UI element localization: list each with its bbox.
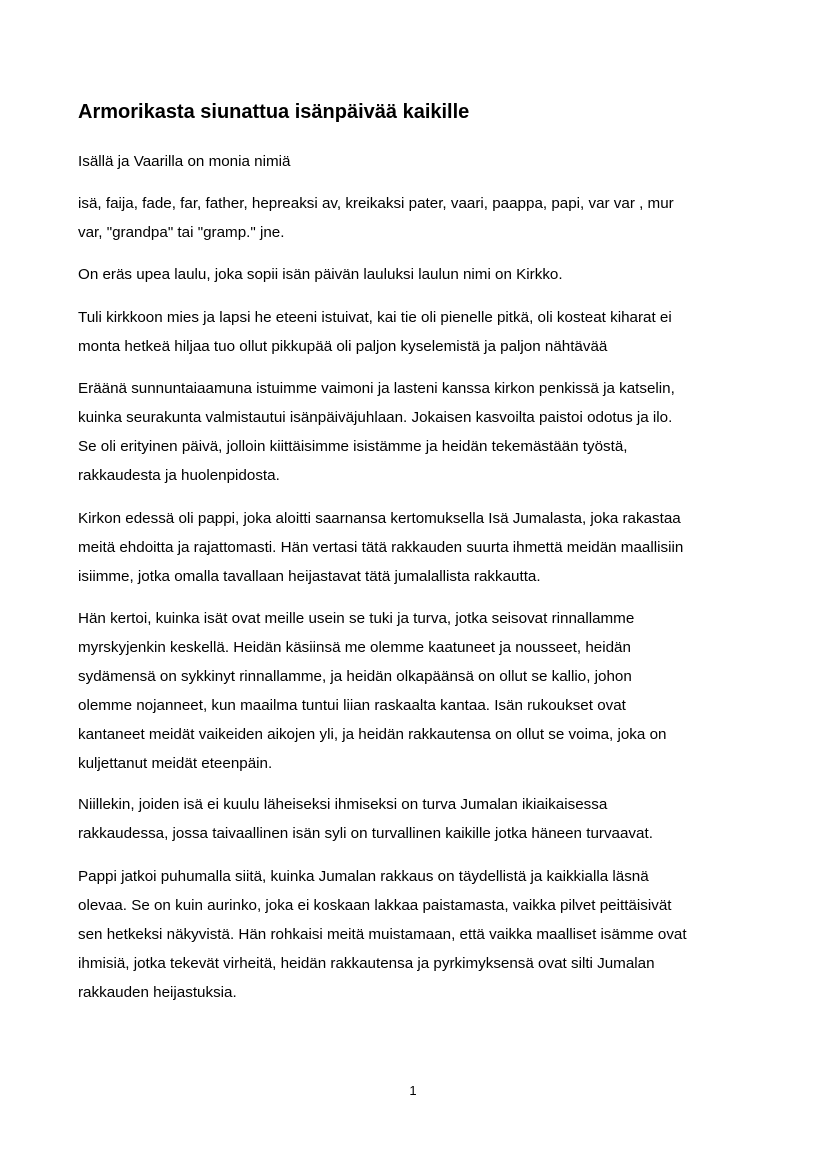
text-line: Hän kertoi, kuinka isät ovat meille usein se tuki ja turva, jotka seisovat rinnallamme xyxy=(78,610,635,627)
text-line: Se oli erityinen päivä, jolloin kiittäisimme isistämme ja heidän tekemästään työstä, xyxy=(78,438,628,455)
paragraph-sunday xyxy=(78,374,675,490)
text-line: Isällä ja Vaarilla on monia nimiä xyxy=(78,153,291,170)
text-line: ihmisiä, jotka tekevät virheitä, heidän rakkautensa ja pyrkimyksensä ovat silti Jumalan xyxy=(78,955,655,972)
page-number: 1 xyxy=(409,1083,417,1098)
paragraph-love xyxy=(78,862,687,1007)
text-line: kuljettanut meidät eteenpäin. xyxy=(78,755,273,772)
text-line: monta hetkeä hiljaa tuo ollut pikkupää oli paljon kyselemistä ja paljon nähtävää xyxy=(78,338,608,355)
paragraph-song xyxy=(78,260,563,289)
paragraph-lyrics xyxy=(78,303,672,361)
text-line: olemme nojanneet, kun maailma tuntui liian raskaalta kantaa. Isän rukoukset ovat xyxy=(78,697,626,714)
text-line: meitä ehdoitta ja rajattomasti. Hän vertasi tätä rakkauden suurta ihmettä meidän maallisiin xyxy=(78,539,684,556)
paragraph-refuge xyxy=(78,790,653,848)
text-line: rakkaudessa, jossa taivaallinen isän syli on turvallinen kaikille jotka häneen turvaavat. xyxy=(78,825,653,842)
text-line: sen hetkeksi näkyvistä. Hän rohkaisi meitä muistamaan, että vaikka maalliset isämme ovat xyxy=(78,926,687,943)
text-line: isiimme, jotka omalla tavallaan heijastavat tätä jumalallista rakkautta. xyxy=(78,568,541,585)
text-line: Eräänä sunnuntaiaamuna istuimme vaimoni ja lasteni kanssa kirkon penkissä ja katselin, xyxy=(78,380,675,397)
text-line: Pappi jatkoi puhumalla siitä, kuinka Jumalan rakkaus on täydellistä ja kaikkialla läsnä xyxy=(78,868,649,885)
text-line: olevaa. Se on kuin aurinko, joka ei koskaan lakkaa paistamasta, vaikka pilvet peittäisivät xyxy=(78,897,672,914)
paragraph-names xyxy=(78,189,674,247)
text-line: kantaneet meidät vaikeiden aikojen yli, ja heidän rakkautensa on ollut se voima, joka on xyxy=(78,726,667,743)
text-line: myrskyjenkin keskellä. Heidän käsiinsä me olemme kaatuneet ja nousseet, heidän xyxy=(78,639,631,656)
paragraph-priest xyxy=(78,504,683,591)
text-line: Niillekin, joiden isä ei kuulu läheiseksi ihmiseksi on turva Jumalan ikiaikaisessa xyxy=(78,796,608,813)
text-line: Tuli kirkkoon mies ja lapsi he eteeni istuivat, kai tie oli pienelle pitkä, oli kosteat kiharat ei xyxy=(78,309,672,326)
paragraph-fathers xyxy=(78,604,666,778)
text-line: rakkaudesta ja huolenpidosta. xyxy=(78,467,280,484)
text-line: rakkauden heijastuksia. xyxy=(78,984,237,1001)
text-line: isä, faija, fade, far, father, hepreaksi av, kreikaksi pater, vaari, paappa, papi, var var , mur xyxy=(78,195,674,212)
paragraph-intro xyxy=(78,147,290,176)
text-line: var, "grandpa" tai "gramp." jne. xyxy=(78,224,285,241)
text-line: sydämensä on sykkinyt rinnallamme, ja heidän olkapäänsä on ollut se kallio, johon xyxy=(78,668,632,685)
document-title: Armorikasta siunattua isänpäivää kaikille xyxy=(78,101,470,123)
text-line: On eräs upea laulu, joka sopii isän päivän lauluksi laulun nimi on Kirkko. xyxy=(78,266,563,283)
text-line: Kirkon edessä oli pappi, joka aloitti saarnansa kertomuksella Isä Jumalasta, joka rakastaa xyxy=(78,510,681,527)
text-line: kuinka seurakunta valmistautui isänpäiväjuhlaan. Jokaisen kasvoilta paistoi odotus ja ilo. xyxy=(78,409,673,426)
